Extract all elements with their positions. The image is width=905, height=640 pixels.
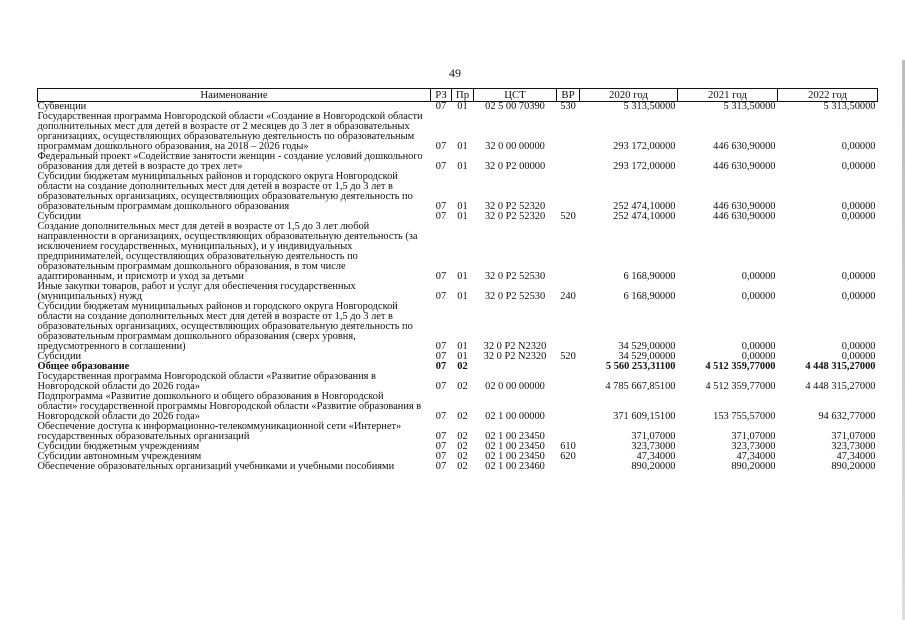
row-vr (557, 112, 580, 152)
row-2021: 0,00000 (741, 271, 776, 282)
row-cst: 32 0 P2 52320 (484, 201, 546, 212)
row-name: Обеспечение доступа к информационно-телекоммуникационной сети «Интернет» государственных образовательных организаций (37, 421, 402, 442)
row-2021: 446 630,90000 (713, 141, 776, 152)
row-pr: 01 (457, 141, 468, 152)
row-pr: 02 (457, 461, 468, 472)
table-row (38, 302, 878, 352)
row-vr (557, 392, 580, 422)
row-2022: 371,07000 (831, 431, 876, 442)
row-2022: 0,00000 (841, 141, 876, 152)
row-pr: 01 (457, 201, 468, 212)
row-rz: 07 (435, 411, 447, 422)
row-2022: 4 448 315,27000 (805, 381, 876, 392)
header-pr: Пр (452, 89, 474, 102)
row-2020: 252 474,10000 (613, 201, 676, 212)
table-header-row (38, 89, 878, 102)
row-cst: 32 0 P2 52530 (484, 271, 546, 282)
table-row (38, 152, 878, 172)
row-rz: 07 (435, 271, 447, 282)
row-name: Общее образование (37, 361, 130, 372)
table-row (38, 462, 878, 472)
row-2020: 5 313,50000 (623, 101, 676, 112)
row-2020: 6 168,90000 (623, 291, 676, 302)
row-cst (474, 362, 557, 372)
table-row (38, 112, 878, 152)
row-2022: 5 313,50000 (823, 101, 876, 112)
row-2022: 0,00000 (841, 341, 876, 352)
row-2022: 323,73000 (831, 441, 876, 452)
row-2020: 293 172,00000 (613, 141, 676, 152)
row-cst: 32 0 P2 00000 (484, 161, 546, 172)
table-row (38, 222, 878, 282)
row-2021: 47,34000 (736, 451, 776, 462)
row-pr: 01 (457, 101, 468, 112)
row-rz: 07 (435, 341, 447, 352)
header-2021: 2021 год (678, 89, 778, 102)
row-2021: 446 630,90000 (713, 161, 776, 172)
table-row (38, 392, 878, 422)
row-cst: 32 0 P2 52320 (484, 211, 546, 222)
row-pr: 02 (457, 361, 468, 372)
table-row (38, 172, 878, 212)
row-vr: 520 (560, 351, 576, 362)
row-2021: 4 512 359,77000 (705, 361, 776, 372)
row-name: Государственная программа Новгородской области «Развитие образования в Новгородской области до 2026 года» (37, 371, 376, 392)
row-2021: 0,00000 (741, 351, 776, 362)
row-2022: 94 632,77000 (818, 411, 876, 422)
row-pr: 02 (457, 451, 468, 462)
table-row (38, 282, 878, 302)
table-row (38, 422, 878, 442)
row-cst: 02 1 00 23450 (485, 441, 545, 452)
row-pr: 02 (457, 411, 468, 422)
row-2020: 34 529,00000 (618, 351, 676, 362)
row-cst: 02 5 00 70390 (485, 101, 545, 112)
page-number: 49 (449, 66, 461, 80)
row-rz: 07 (435, 141, 447, 152)
row-2020: 34 529,00000 (618, 341, 676, 352)
row-cst: 32 0 P2 N2320 (483, 351, 547, 362)
row-cst: 02 1 00 23450 (485, 451, 545, 462)
row-rz: 07 (435, 441, 447, 452)
row-2021: 446 630,90000 (713, 201, 776, 212)
row-2021: 890,20000 (731, 461, 776, 472)
row-rz: 07 (435, 161, 447, 172)
row-cst: 02 1 00 23450 (485, 431, 545, 442)
row-rz: 07 (435, 461, 447, 472)
row-2021: 0,00000 (741, 341, 776, 352)
row-2022: 0,00000 (841, 271, 876, 282)
row-rz: 07 (435, 291, 447, 302)
row-2021: 4 512 359,77000 (705, 381, 776, 392)
row-cst: 02 1 00 00000 (485, 411, 545, 422)
row-rz: 07 (435, 431, 447, 442)
row-name: Создание дополнительных мест для детей в возрасте от 1,5 до 3 лет любой направленности в организациях, осуществляющих образовательную деятельность (за исключением государственных, муниципальных), и у индивидуальных предпринимателей, осуществляющих образовательную деятельность по образовательным программам дошкольного образования, в том числе адаптированным, и присмотр и уход за детьми (37, 221, 418, 282)
row-2020: 371 609,15100 (613, 411, 676, 422)
row-2021: 323,73000 (731, 441, 776, 452)
row-pr: 01 (457, 161, 468, 172)
header-rz: РЗ (431, 89, 452, 102)
row-name: Субсидии (37, 211, 82, 222)
row-2022: 47,34000 (836, 451, 876, 462)
row-vr: 610 (560, 441, 576, 452)
row-rz: 07 (435, 361, 447, 372)
row-2022: 0,00000 (841, 161, 876, 172)
row-2021: 446 630,90000 (713, 211, 776, 222)
row-cst: 32 0 P2 N2320 (483, 341, 547, 352)
row-name: Субсидии бюджетам муниципальных районов и городского округа Новгородской области на создание дополнительных мест для детей в возрасте от 1,5 до 3 лет в образовательных организациях, осуществляющих образовательную деятельность по образовательным программам дошкольного образования (сверх уровня, предусмотренного в соглашении) (37, 301, 413, 352)
row-pr: 01 (457, 271, 468, 282)
row-2021: 153 755,57000 (713, 411, 776, 422)
row-2022: 0,00000 (841, 211, 876, 222)
row-2022: 4 448 315,27000 (805, 361, 876, 372)
row-pr: 01 (457, 351, 468, 362)
row-2020: 47,34000 (636, 451, 676, 462)
header-name: Наименование (38, 89, 431, 102)
row-name: Иные закупки товаров, работ и услуг для обеспечения государственных (муниципальных) нужд (37, 281, 356, 302)
row-2020: 252 474,10000 (613, 211, 676, 222)
row-pr: 01 (457, 291, 468, 302)
row-2020: 323,73000 (631, 441, 676, 452)
row-vr (557, 362, 580, 372)
row-pr: 01 (457, 341, 468, 352)
row-name: Субвенции (37, 101, 87, 112)
row-cst: 02 0 00 00000 (485, 381, 545, 392)
row-pr: 02 (457, 381, 468, 392)
row-cst: 02 1 00 23460 (485, 461, 545, 472)
row-vr: 520 (560, 211, 576, 222)
row-rz: 07 (435, 381, 447, 392)
header-2020: 2020 год (580, 89, 678, 102)
row-2021: 0,00000 (741, 291, 776, 302)
row-rz: 07 (435, 451, 447, 462)
row-2022: 0,00000 (841, 291, 876, 302)
row-name: Субсидии бюджетам муниципальных районов и городского округа Новгородской области на создание дополнительных мест для детей в возрасте от 1,5 до 3 лет в образовательных организациях, осуществляющих образовательную деятельность по образовательным программам дошкольного образования (37, 171, 413, 212)
row-name: Федеральный проект «Содействие занятости женщин - создание условий дошкольного образования для детей в возрасте до трех лет» (37, 151, 423, 172)
row-2022: 890,20000 (831, 461, 876, 472)
row-2021: 5 313,50000 (723, 101, 776, 112)
row-vr (557, 372, 580, 392)
row-pr: 02 (457, 441, 468, 452)
row-name: Обеспечение образовательных организаций учебниками и учебными пособиями (37, 461, 395, 472)
row-name: Субсидии (37, 351, 82, 362)
row-pr: 02 (457, 431, 468, 442)
row-vr (557, 422, 580, 442)
row-name: Субсидии бюджетным учреждениям (37, 441, 200, 452)
row-vr: 530 (560, 101, 576, 112)
table-row (38, 372, 878, 392)
row-vr: 620 (560, 451, 576, 462)
row-name: Подпрограмма «Развитие дошкольного и общего образования в Новгородской области» государственной программы Новгородской области «Развитие образования в Новгородской области до 2026 года» (37, 391, 422, 422)
row-rz: 07 (435, 201, 447, 212)
header-vr: ВР (557, 89, 580, 102)
row-rz: 07 (435, 211, 447, 222)
header-2022: 2022 год (778, 89, 878, 102)
row-2020: 4 785 667,85100 (605, 381, 676, 392)
row-2021: 371,07000 (731, 431, 776, 442)
row-vr (557, 152, 580, 172)
row-2020: 293 172,00000 (613, 161, 676, 172)
row-pr: 01 (457, 211, 468, 222)
row-name: Субсидии автономным учреждениям (37, 451, 202, 462)
row-vr (557, 462, 580, 472)
row-rz: 07 (435, 101, 447, 112)
row-2022: 0,00000 (841, 201, 876, 212)
row-2022: 0,00000 (841, 351, 876, 362)
row-2020: 6 168,90000 (623, 271, 676, 282)
budget-table (37, 88, 878, 472)
row-2020: 5 560 253,31100 (605, 361, 676, 372)
row-vr (557, 302, 580, 352)
row-vr (557, 222, 580, 282)
row-rz: 07 (435, 351, 447, 362)
row-2020: 890,20000 (631, 461, 676, 472)
row-cst: 32 0 P2 52530 (484, 291, 546, 302)
row-name: Государственная программа Новгородской области «Создание в Новгородской области дополнительных мест для детей в возрасте от 2 месяцев до 3 лет в образовательных организациях, осуществляющих образовательную деятельность по образовательным программам дошкольного образования, на 2018 – 2026 годы» (37, 111, 423, 152)
row-2020: 371,07000 (631, 431, 676, 442)
row-cst: 32 0 00 00000 (485, 141, 545, 152)
row-vr: 240 (560, 291, 576, 302)
header-cst: ЦСТ (474, 89, 557, 102)
row-vr (557, 172, 580, 212)
